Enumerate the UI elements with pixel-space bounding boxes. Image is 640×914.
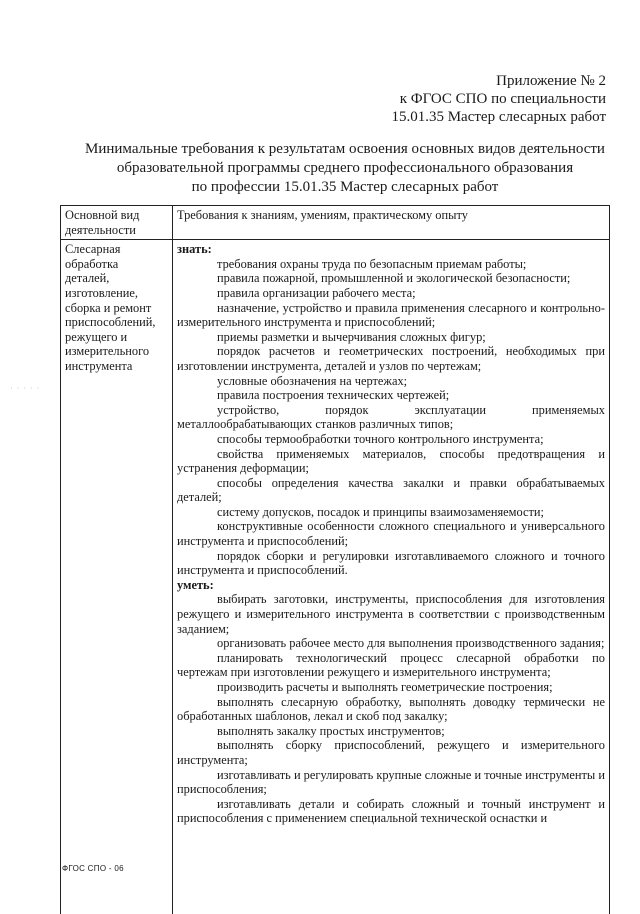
title-line-3: по профессии 15.01.35 Мастер слесарных работ — [191, 179, 499, 195]
list-item: изготавливать детали и собирать сложный и точный инструмент и приспособления с применением специальной технической оснастки и — [177, 796, 605, 826]
list-item: способы определения качества закалки и правки обрабатываемых деталей; — [177, 475, 605, 505]
list-item: выбирать заготовки, инструменты, приспособления для изготовления режущего и измерительного инструмента в соответствии с производственным заданием; — [177, 592, 605, 636]
list-item: изготавливать и регулировать крупные сложные и точные инструменты и приспособления; — [177, 767, 605, 797]
activity-line: инструмента — [65, 358, 133, 373]
header-activity: Основной вид деятельности — [61, 206, 173, 240]
header-requirements: Требования к знаниям, умениям, практическому опыту — [173, 206, 610, 240]
activity-line: Слесарная — [65, 242, 121, 257]
appendix-profession: 15.01.35 Мастер слесарных работ — [391, 109, 606, 125]
title-line-1: Минимальные требования к результатам освоения основных видов деятельности — [85, 141, 605, 157]
know-list — [177, 257, 605, 578]
footer-code: ФГОС СПО - 06 — [62, 864, 124, 873]
appendix-standard: к ФГОС СПО по специальности — [399, 91, 606, 107]
activity-line: сборка и ремонт — [65, 300, 152, 315]
title-line-2: образовательной программы среднего профессионального образования — [116, 160, 574, 176]
list-item: производить расчеты и выполнять геометрические построения; — [217, 680, 553, 694]
list-item: порядок расчетов и геометрических построений, необходимых при изготовлении инструмента, деталей и узлов по чертежам; — [177, 344, 605, 373]
list-item: планировать технологический процесс слесарной обработки по чертежам при изготовлении режущего и измерительного инструмента; — [177, 650, 605, 680]
list-item: приемы разметки и вычерчивания сложных фигур; — [217, 329, 486, 344]
list-item: выполнять слесарную обработку, выполнять доводку термически не обработанных шаблонов, лекал и скоб под закалку; — [177, 694, 605, 724]
activity-line: приспособлений, — [65, 315, 156, 330]
requirements-table — [60, 205, 610, 914]
list-item: условные обозначения на чертежах; — [217, 373, 408, 388]
list-item: назначение, устройство и правила применения слесарного и контрольно-измерительного инструмента и приспособлений; — [177, 300, 605, 330]
activity-line: режущего и — [65, 329, 128, 344]
appendix-header — [391, 72, 606, 126]
list-item: свойства применяемых материалов, способы предотвращения и устранения деформации; — [177, 446, 605, 476]
activity-line: изготовление, — [65, 285, 139, 300]
list-item: выполнять закалку простых инструментов; — [217, 723, 445, 738]
document-title — [60, 140, 630, 197]
activity-line: измерительного — [65, 344, 150, 359]
table-header-row — [61, 206, 610, 240]
list-item: правила построения технических чертежей; — [217, 388, 450, 403]
list-item: организовать рабочее место для выполнения производственного задания; — [217, 636, 605, 651]
list-item: систему допусков, посадок и принципы взаимозаменяемости; — [217, 504, 544, 519]
scan-artifact: · · · · · — [10, 384, 41, 393]
can-label: уметь: — [177, 577, 214, 592]
can-list — [177, 592, 605, 826]
list-item: правила пожарной, промышленной и экологической безопасности; — [217, 271, 571, 286]
list-item: порядок сборки и регулировки изготавливаемого сложного и точного инструмента и приспособлений. — [177, 548, 605, 578]
list-item: конструктивные особенности сложного специального и универсального инструмента и приспособлений; — [177, 519, 605, 549]
activity-cell — [61, 240, 173, 914]
table-row — [61, 240, 610, 914]
list-item: способы термообработки точного контрольного инструмента; — [217, 431, 544, 446]
appendix-number: Приложение № 2 — [496, 73, 606, 89]
list-item: выполнять сборку приспособлений, режущего и измерительного инструмента; — [177, 738, 605, 767]
list-item: требования охраны труда по безопасным приемам работы; — [217, 256, 527, 271]
list-item: правила организации рабочего места; — [217, 285, 416, 300]
list-item: устройство, порядок эксплуатации применяемых металлообрабатывающих станков различных типов; — [177, 402, 605, 432]
requirements-cell — [173, 240, 610, 914]
activity-line: обработка — [65, 256, 119, 271]
activity-line: деталей, — [65, 271, 110, 286]
know-label: знать: — [177, 242, 212, 257]
